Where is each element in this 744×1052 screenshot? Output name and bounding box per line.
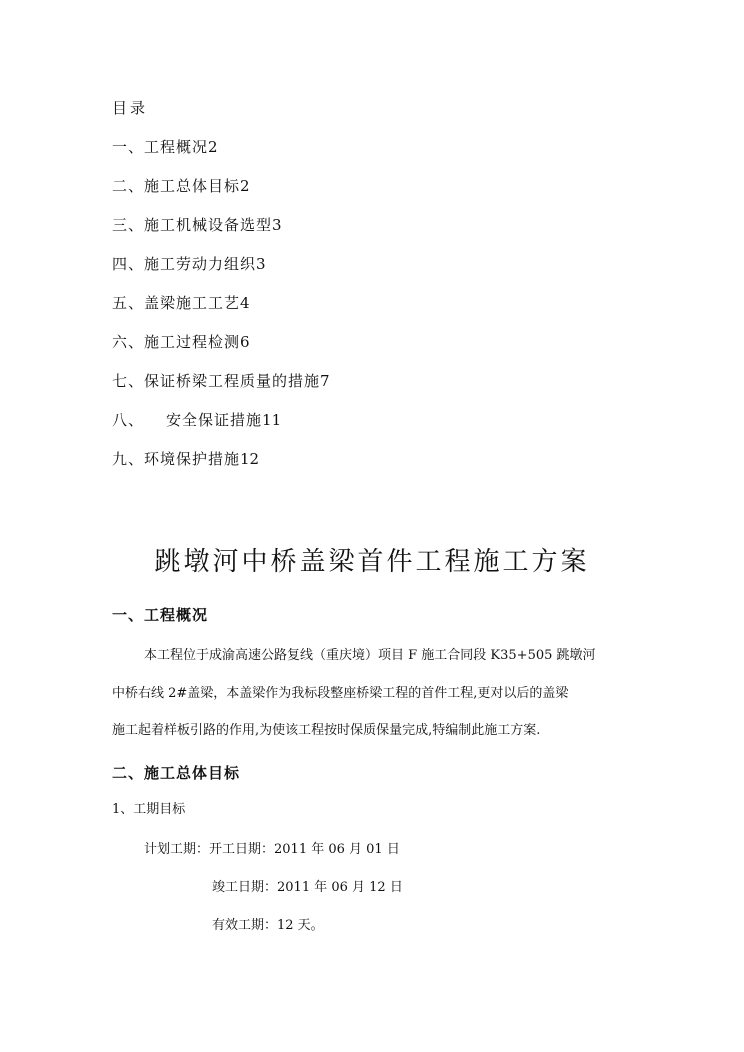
- toc-heading: 目录: [112, 99, 149, 117]
- toc-item-page: 3: [256, 255, 266, 273]
- toc-item[interactable]: [112, 175, 330, 214]
- toc-item-page: 4: [240, 294, 250, 312]
- toc-item-page: 2: [240, 177, 250, 195]
- toc-item[interactable]: [112, 409, 330, 448]
- toc-item-label: 七、保证桥梁工程质量的措施: [112, 372, 321, 390]
- paragraph-line: 本工程位于成渝高速公路复线（重庆境）项目 F 施工合同段 K35+505 跳墩河: [144, 648, 596, 663]
- toc-item-page: 6: [240, 333, 250, 351]
- toc-item[interactable]: [112, 253, 330, 292]
- completion-date-line: 竣工日期：2011 年 06 月 12 日: [212, 880, 403, 895]
- toc-item-page: 11: [262, 411, 282, 429]
- toc-item-label: 九、环境保护措施: [112, 450, 241, 468]
- paragraph-line: 中桥右线 2#盖梁，本盖梁作为我标段整座桥梁工程的首件工程,更对以后的盖梁: [112, 686, 569, 701]
- toc-item-label: 六、施工过程检测: [112, 333, 241, 351]
- toc-item-label: 二、施工总体目标: [112, 177, 241, 195]
- toc-item[interactable]: [112, 370, 330, 409]
- toc-item-label: 八、: [112, 411, 145, 429]
- toc-item-label: 一、工程概况: [112, 138, 209, 156]
- toc-item-label-continued: 安全保证措施: [166, 411, 263, 429]
- toc-item[interactable]: [112, 214, 330, 253]
- section-heading-goals: 二、施工总体目标: [112, 764, 241, 782]
- toc-list: [112, 136, 330, 487]
- subsection-heading-schedule: 1、工期目标: [112, 802, 186, 817]
- toc-item-page: 12: [240, 450, 260, 468]
- toc-item-page: 2: [208, 138, 218, 156]
- toc-item[interactable]: [112, 448, 330, 487]
- toc-item-label: 四、施工劳动力组织: [112, 255, 257, 273]
- toc-item-label: 三、施工机械设备选型: [112, 216, 273, 234]
- effective-duration-line: 有效工期：12 天。: [212, 918, 324, 933]
- document-title: 跳墩河中桥盖梁首件工程施工方案: [154, 547, 590, 577]
- toc-item-page: 7: [320, 372, 330, 390]
- toc-item-page: 3: [272, 216, 282, 234]
- planned-schedule-line: 计划工期：开工日期：2011 年 06 月 01 日: [144, 842, 400, 857]
- toc-item-label: 五、盖梁施工工艺: [112, 294, 241, 312]
- toc-item[interactable]: [112, 331, 330, 370]
- toc-item[interactable]: [112, 136, 330, 175]
- toc-item[interactable]: [112, 292, 330, 331]
- section-heading-overview: 一、工程概况: [112, 606, 209, 624]
- paragraph-line: 施工起着样板引路的作用,为使该工程按时保质保量完成,特编制此施工方案.: [112, 723, 541, 738]
